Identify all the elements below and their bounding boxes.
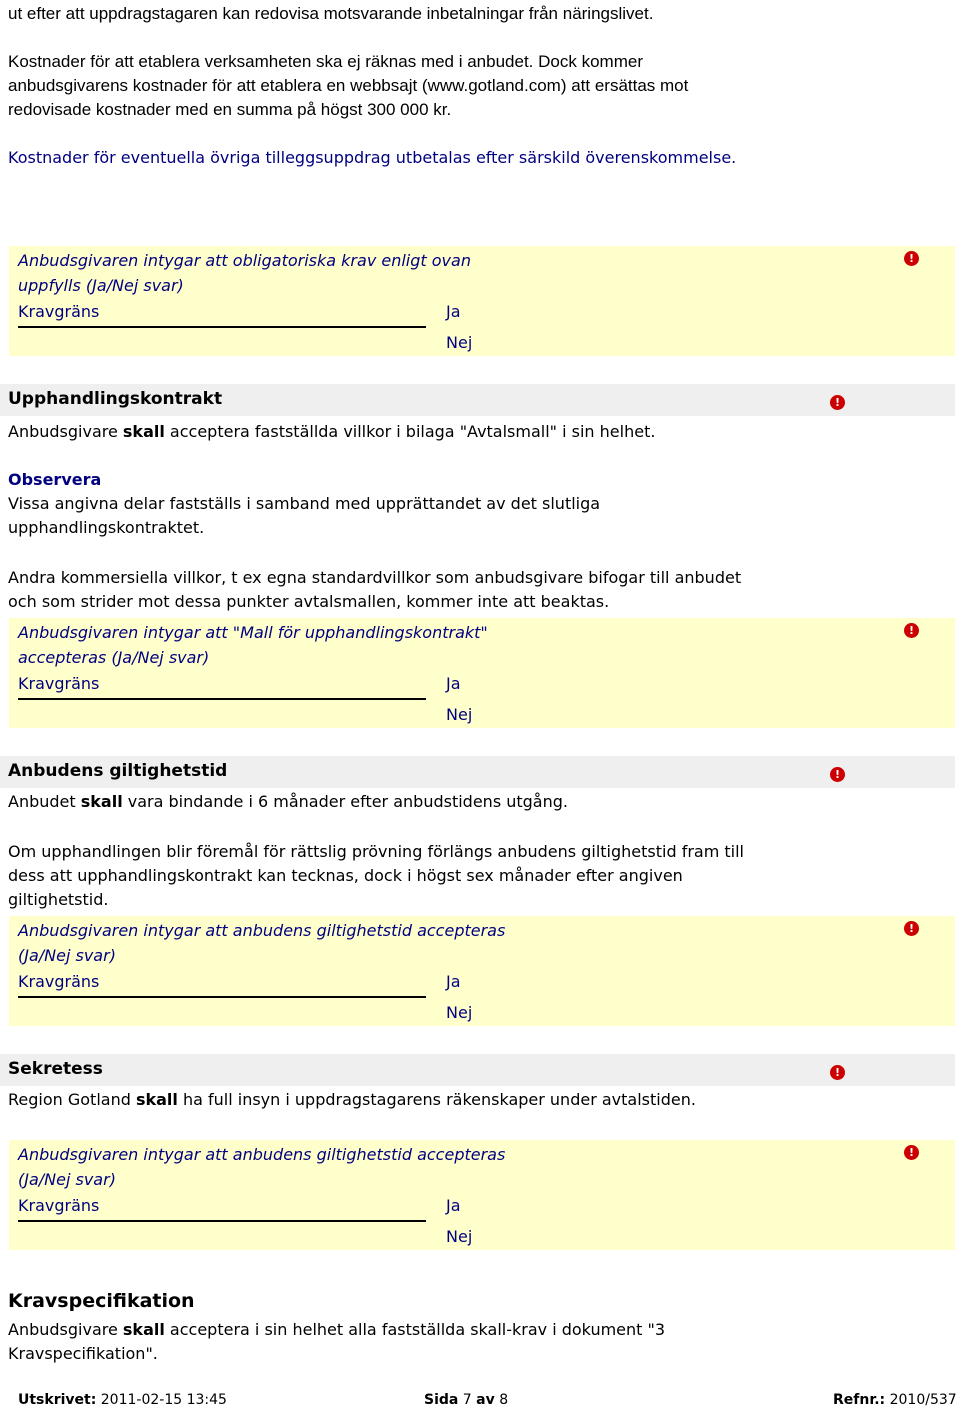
upph-requirement: Anbudsgivare skall acceptera fastställda villkor i bilaga "Avtalsmall" i sin helhet.: [8, 422, 656, 441]
kravgrans-line: [18, 1220, 426, 1222]
box-question-line-2: accepteras (Ja/Nej svar): [18, 648, 210, 667]
footer-page: Sida 7 av 8: [424, 1392, 509, 1408]
intro-line-4: redovisade kostnader med en summa på högst 300 000 kr.: [8, 100, 452, 119]
intro-line-5: Kostnader för eventuella övriga tilleggsuppdrag utbetalas efter särskild överenskommelse.: [8, 148, 737, 167]
warning-icon: !: [830, 1065, 845, 1080]
requirement-box-2: [9, 618, 955, 728]
option-ja[interactable]: Ja: [446, 674, 461, 693]
kravgrans-line: [18, 996, 426, 998]
kravgrans-line: [18, 698, 426, 700]
warning-icon: !: [904, 623, 919, 638]
option-nej[interactable]: Nej: [446, 1003, 473, 1022]
requirement-box-1: [9, 246, 955, 356]
intro-line-2: Kostnader för att etablera verksamheten ska ej räknas med i anbudet. Dock kommer: [8, 52, 643, 71]
box-question-line-1: Anbudsgivaren intygar att obligatoriska krav enligt ovan: [18, 251, 471, 270]
section-title: Anbudens giltighetstid: [8, 761, 228, 781]
box-question-line-1: Anbudsgivaren intygar att anbudens giltighetstid accepteras: [18, 1145, 506, 1164]
section-title: Upphandlingskontrakt: [8, 389, 223, 409]
kravgrans-label: Kravgräns: [18, 1196, 100, 1215]
option-ja[interactable]: Ja: [446, 1196, 461, 1215]
observera-line-2: upphandlingskontraktet.: [8, 518, 205, 537]
warning-icon: !: [830, 767, 845, 782]
requirement-box-4: [9, 1140, 955, 1250]
section-header-sekretess: [0, 1054, 955, 1086]
footer-printed: Utskrivet: 2011-02-15 13:45: [18, 1392, 227, 1408]
kravgrans-line: [18, 326, 426, 328]
upph-paragraph-line-1: Andra kommersiella villkor, t ex egna standardvillkor som anbudsgivare bifogar till anbudet: [8, 568, 742, 587]
option-nej[interactable]: Nej: [446, 333, 473, 352]
section-header-giltighetstid: [0, 756, 955, 788]
giltig-paragraph-line-1: Om upphandlingen blir föremål för rättslig prövning förlängs anbudens giltighetstid fram till: [8, 842, 744, 861]
footer-refnr: Refnr.: 2010/537: [833, 1392, 957, 1408]
section-header-upphandlingskontrakt: [0, 384, 955, 416]
intro-line-1: ut efter att uppdragstagaren kan redovisa motsvarande inbetalningar från näringslivet.: [8, 4, 654, 23]
warning-icon: !: [904, 921, 919, 936]
upph-paragraph-line-2: och som strider mot dessa punkter avtalsmallen, kommer inte att beaktas.: [8, 592, 610, 611]
option-nej[interactable]: Nej: [446, 705, 473, 724]
kravgrans-label: Kravgräns: [18, 674, 100, 693]
giltig-paragraph-line-3: giltighetstid.: [8, 890, 109, 909]
warning-icon: !: [904, 251, 919, 266]
requirement-box-3: [9, 916, 955, 1026]
giltig-paragraph-line-2: dess att upphandlingskontrakt kan tecknas, dock i högst sex månader efter angiven: [8, 866, 683, 885]
kravgrans-label: Kravgräns: [18, 302, 100, 321]
observera-line-1: Vissa angivna delar fastställs i samband med upprättandet av det slutliga: [8, 494, 601, 513]
box-question-line-2: (Ja/Nej svar): [18, 1170, 116, 1189]
warning-icon: !: [830, 395, 845, 410]
box-question-line-2: (Ja/Nej svar): [18, 946, 116, 965]
option-nej[interactable]: Nej: [446, 1227, 473, 1246]
sekretess-requirement: Region Gotland skall ha full insyn i uppdragstagarens räkenskaper under avtalstiden.: [8, 1090, 696, 1109]
box-question-line-2: uppfylls (Ja/Nej svar): [18, 276, 184, 295]
warning-icon: !: [904, 1145, 919, 1160]
section-title: Sekretess: [8, 1059, 103, 1079]
box-question-line-1: Anbudsgivaren intygar att anbudens giltighetstid accepteras: [18, 921, 506, 940]
observera-heading: Observera: [8, 470, 102, 489]
option-ja[interactable]: Ja: [446, 972, 461, 991]
option-ja[interactable]: Ja: [446, 302, 461, 321]
giltig-requirement: Anbudet skall vara bindande i 6 månader efter anbudstidens utgång.: [8, 792, 568, 811]
kravspec-line-1: Anbudsgivare skall acceptera i sin helhet alla fastställda skall-krav i dokument "3: [8, 1320, 666, 1339]
kravspec-line-2: Kravspecifikation".: [8, 1344, 158, 1363]
section-title-kravspecifikation: Kravspecifikation: [8, 1290, 195, 1312]
intro-line-3: anbudsgivarens kostnader för att etablera en webbsajt (www.gotland.com) att ersättas mot: [8, 76, 689, 95]
box-question-line-1: Anbudsgivaren intygar att "Mall för upphandlingskontrakt": [18, 623, 488, 642]
kravgrans-label: Kravgräns: [18, 972, 100, 991]
